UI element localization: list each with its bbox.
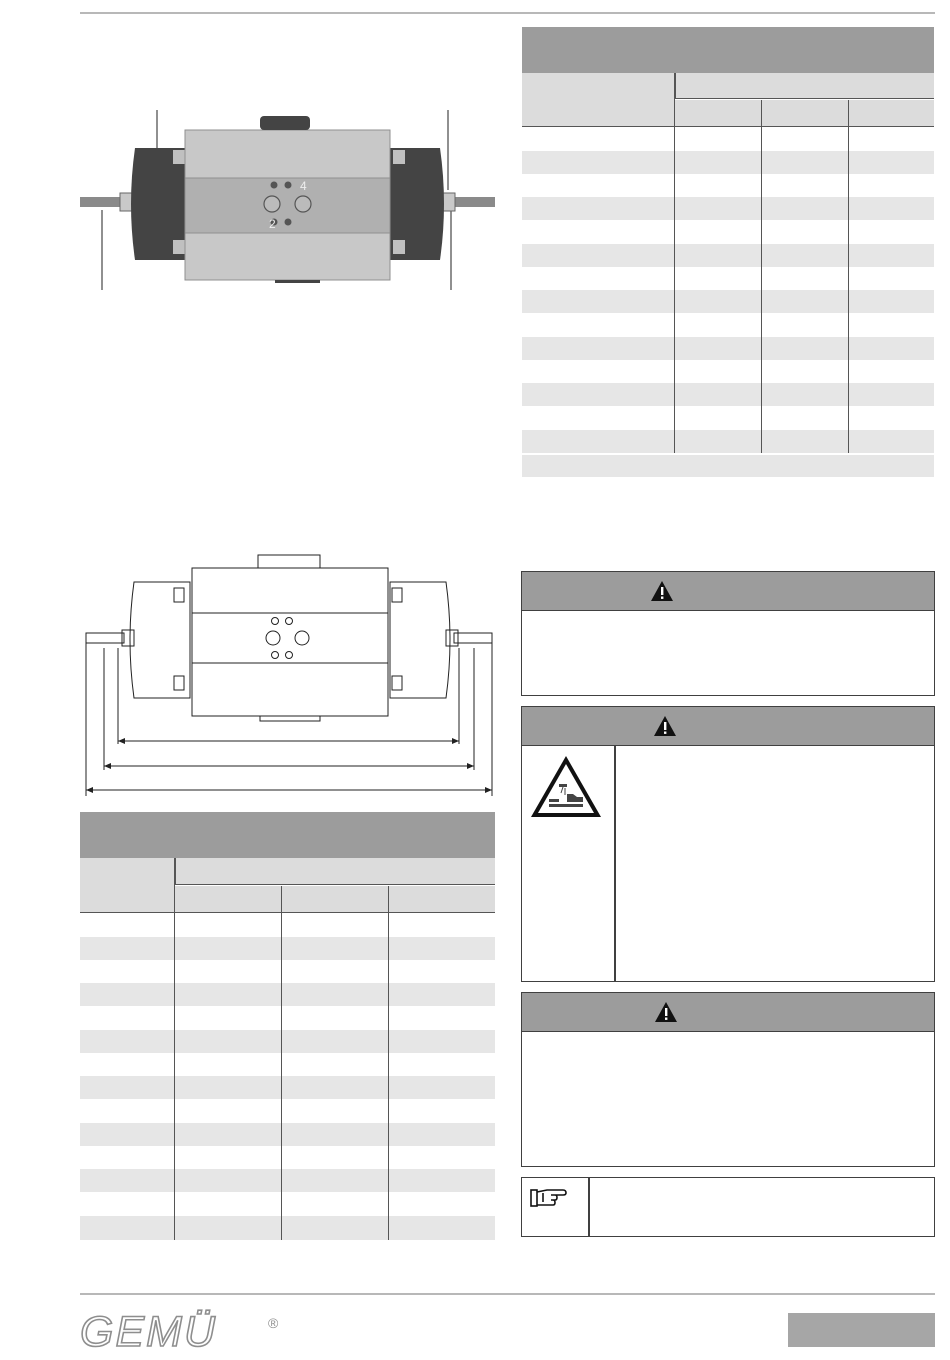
table-row (80, 1076, 495, 1099)
warning-box-3 (521, 992, 935, 1167)
right-table-subheader-group (675, 73, 934, 99)
table-row (522, 290, 934, 313)
table-row (80, 1169, 495, 1192)
page-number-tab (788, 1313, 935, 1347)
table-row (522, 197, 934, 220)
warning-triangle-icon (650, 580, 674, 602)
table-row (522, 383, 934, 406)
table-row (80, 1123, 495, 1146)
left-data-table (80, 812, 495, 1240)
warning-triangle-icon (654, 1001, 678, 1023)
brand-logo-text: GEMÜ (80, 1308, 217, 1352)
warning-triangle-icon (653, 715, 677, 737)
gemu-logo (80, 1308, 295, 1352)
table-row (522, 430, 934, 453)
registered-mark: ® (268, 1315, 279, 1331)
right-table-header (522, 27, 934, 73)
column-divider (761, 100, 762, 453)
table-row (80, 983, 495, 1006)
footer-rule (80, 1293, 935, 1295)
actuator-top-view-drawing (75, 100, 500, 300)
column-divider (848, 100, 849, 453)
left-table-subheader-label (80, 858, 174, 912)
right-data-table (522, 27, 934, 477)
table-row (522, 244, 934, 267)
warning-header (522, 993, 934, 1032)
pointing-hand-icon (529, 1187, 569, 1211)
right-table-header-rule (522, 126, 934, 127)
table-row (522, 337, 934, 360)
left-table-subheader-cols (175, 886, 495, 912)
right-table-subheader-cols (675, 100, 934, 127)
table-row (80, 1030, 495, 1053)
column-divider (388, 886, 389, 1240)
column-divider (674, 73, 675, 453)
actuator-dimension-drawing (78, 548, 498, 798)
table-row (522, 151, 934, 174)
table-row (80, 1216, 495, 1240)
column-divider (281, 886, 282, 1240)
warning-box-1 (521, 571, 935, 696)
warning-box-2 (521, 706, 935, 982)
column-divider (174, 858, 175, 1240)
warning-icon-column-divider (614, 745, 616, 981)
warning-header (522, 707, 934, 746)
warning-header (522, 572, 934, 611)
corrosive-hazard-icon (529, 754, 603, 820)
right-table-subheader-label (522, 73, 674, 127)
left-table-header-rule (80, 912, 495, 913)
left-table-subheader-group (175, 858, 495, 885)
port-label-2: 2 (269, 217, 276, 231)
top-rule (80, 12, 935, 14)
table-row (80, 937, 495, 960)
note-box (521, 1177, 935, 1237)
table-footer-row (522, 455, 934, 477)
note-icon-column-divider (588, 1178, 590, 1236)
left-table-header (80, 812, 495, 858)
port-label-4: 4 (300, 179, 307, 193)
